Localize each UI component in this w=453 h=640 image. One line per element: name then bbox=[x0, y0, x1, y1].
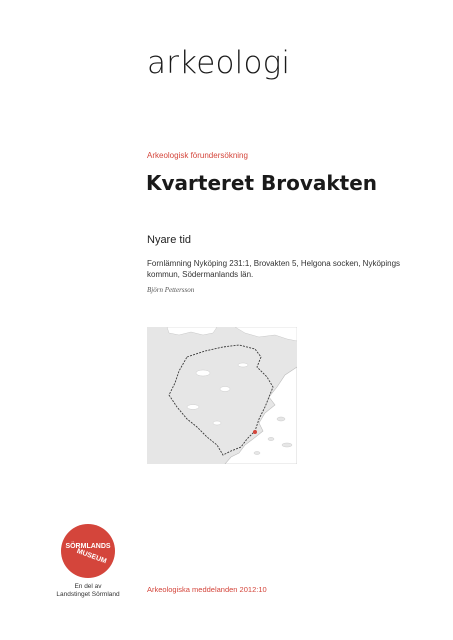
logo-caption-line1: En del av bbox=[74, 583, 102, 590]
period-label: Nyare tid bbox=[147, 234, 192, 246]
author-name: Björn Pettersson bbox=[147, 286, 195, 294]
logo-caption-line2: Landstinget Sörmland bbox=[56, 591, 120, 598]
location-map bbox=[147, 327, 297, 464]
page-title: Kvarteret Brovakten bbox=[146, 171, 378, 195]
brand-heading: arkeologi bbox=[147, 45, 291, 81]
logo-caption bbox=[56, 583, 120, 599]
report-type-label: Arkeologisk förundersökning bbox=[147, 151, 248, 160]
museum-logo bbox=[60, 523, 116, 579]
site-description: Fornlämning Nyköping 231:1, Brovakten 5, Helgona socken, Nyköpings kommun, Södermanlands län. bbox=[147, 259, 401, 279]
site-marker bbox=[253, 430, 257, 434]
series-label: Arkeologiska meddelanden 2012:10 bbox=[147, 585, 267, 594]
logo-line2: MUSEUM bbox=[75, 547, 108, 566]
logo-line1: SÖRMLANDS bbox=[65, 543, 111, 550]
map-graphic bbox=[147, 327, 297, 464]
